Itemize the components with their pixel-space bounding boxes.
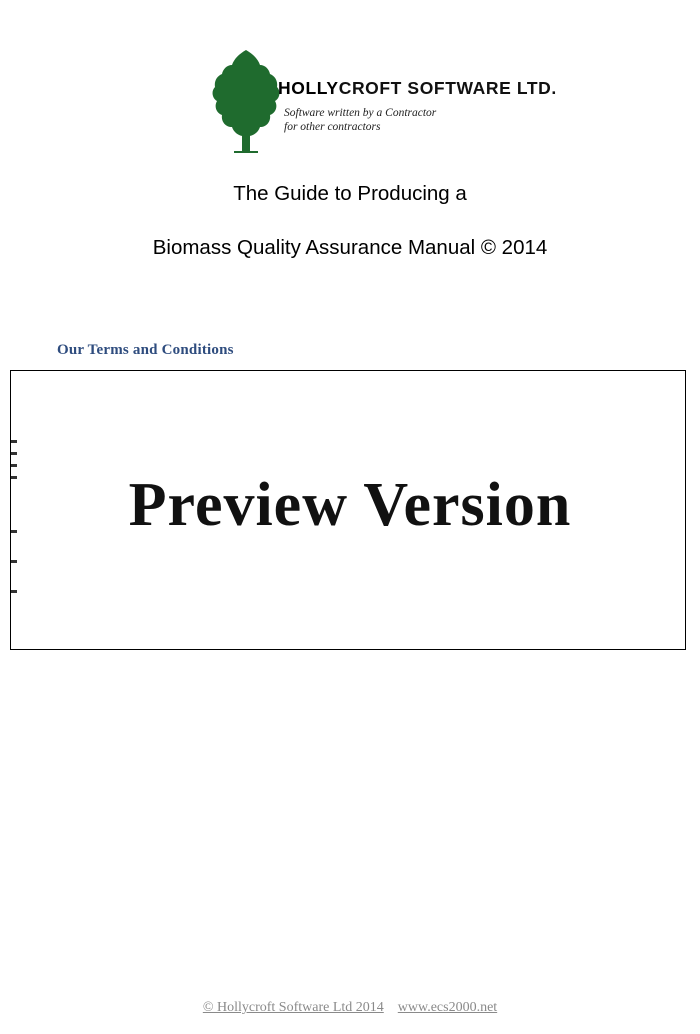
text-fragment	[11, 560, 17, 563]
footer-copyright: © Hollycroft Software Ltd 2014	[202, 1000, 384, 1015]
logo-wordmark-rest: CROFT SOFTWARE LTD.	[338, 78, 557, 98]
page-title-line-1: The Guide to Producing a	[233, 182, 467, 205]
text-fragment	[11, 440, 17, 443]
tree-icon	[212, 48, 280, 153]
page-footer	[0, 1000, 700, 1016]
section-heading-terms: Our Terms and Conditions	[57, 342, 234, 358]
logo-tagline	[284, 106, 494, 134]
logo-tagline-line1: Software written by a Contractor	[284, 107, 437, 119]
logo-wordmark	[278, 78, 557, 99]
page-title-line-2: Biomass Quality Assurance Manual © 2014	[152, 236, 548, 259]
preview-version-stamp: Preview Version	[128, 471, 572, 539]
text-fragment	[11, 452, 17, 455]
company-logo	[212, 48, 557, 153]
text-fragment	[11, 590, 17, 593]
logo-tagline-line2: for other contractors	[284, 121, 381, 133]
text-fragment	[11, 464, 17, 467]
footer-website: www.ecs2000.net	[397, 1000, 498, 1015]
logo-wordmark-bold: HOLLY	[278, 78, 339, 98]
